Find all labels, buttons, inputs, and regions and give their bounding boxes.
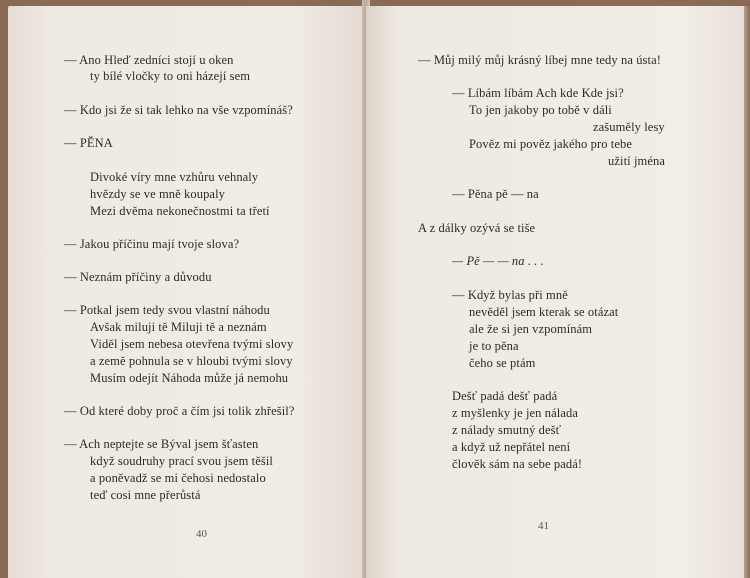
text-line: když soudruhy prací svou jsem těšil [90,454,273,468]
book-edge [744,6,750,578]
text-line: Dešť padá dešť padá [452,389,558,403]
text-line: Viděl jsem nebesa otevřena tvými slovy [90,337,294,351]
text-line: — Potkal jsem tedy svou vlastní náhodu [64,303,270,317]
text-line: — Kdo jsi že si tak lehko na vše vzpomínáš? [64,103,293,117]
left-page [8,6,366,578]
text-line: Avšak miluji tě Miluji tě a neznám [90,320,267,334]
text-line: — Ach neptejte se Býval jsem šťasten [64,437,259,451]
text-line: čeho se ptám [469,356,536,370]
text-line: — Můj milý můj krásný líbej mne tedy na ústa! [418,53,662,67]
text-line: člověk sám na sebe padá! [452,457,583,471]
text-line: — Neznám příčiny a důvodu [64,270,212,284]
text-line: zašuměly lesy [593,120,665,134]
text-line: ty bílé vločky to oni házejí sem [90,69,251,83]
right-page [366,6,744,578]
text-line: — PĚNA [64,136,113,150]
text-line: užití jména [608,154,665,168]
text-line: — Jakou příčinu mají tvoje slova? [64,237,240,251]
text-line: — Když bylas při mně [452,288,568,302]
text-line: A z dálky ozývá se tiše [418,221,536,235]
text-line: nevěděl jsem kterak se otázat [469,305,619,319]
text-line: z nálady smutný dešť [452,423,562,437]
text-line: z myšlenky je jen nálada [452,406,578,420]
text-line: a poněvadž se mi čehosi nedostalo [90,471,266,485]
text-line: Mezi dvěma nekonečnostmi ta třetí [90,204,270,218]
text-line: teď cosi mne přerůstá [90,488,201,502]
text-line: — Ano Hleď zedníci stojí u oken [64,53,234,67]
text-line: a země pohnula se v hloubi tvými slovy [90,354,293,368]
text-line: hvězdy se ve mně koupaly [90,187,225,201]
text-line: a když už nepřátel není [452,440,571,454]
text-line: Musím odejít Náhoda může já nemohu [90,371,289,385]
text-line: — Od které doby proč a čím jsi tolik zhřešil? [64,404,295,418]
text-line: — Pěna pě — na [452,187,539,201]
text-line: — Pě — — na . . . [452,254,544,268]
text-line: — Líbám líbám Ach kde Kde jsi? [452,86,624,100]
page-number: 41 [538,520,549,532]
text-line: ale že si jen vzpomínám [469,322,593,336]
page-number: 40 [196,528,207,540]
text-line: Divoké víry mne vzhůru vehnaly [90,170,259,184]
text-line: je to pěna [469,339,519,353]
text-line: Pověz mi pověz jakého pro tebe [469,137,633,151]
text-line: To jen jakoby po tobě v dáli [469,103,612,117]
